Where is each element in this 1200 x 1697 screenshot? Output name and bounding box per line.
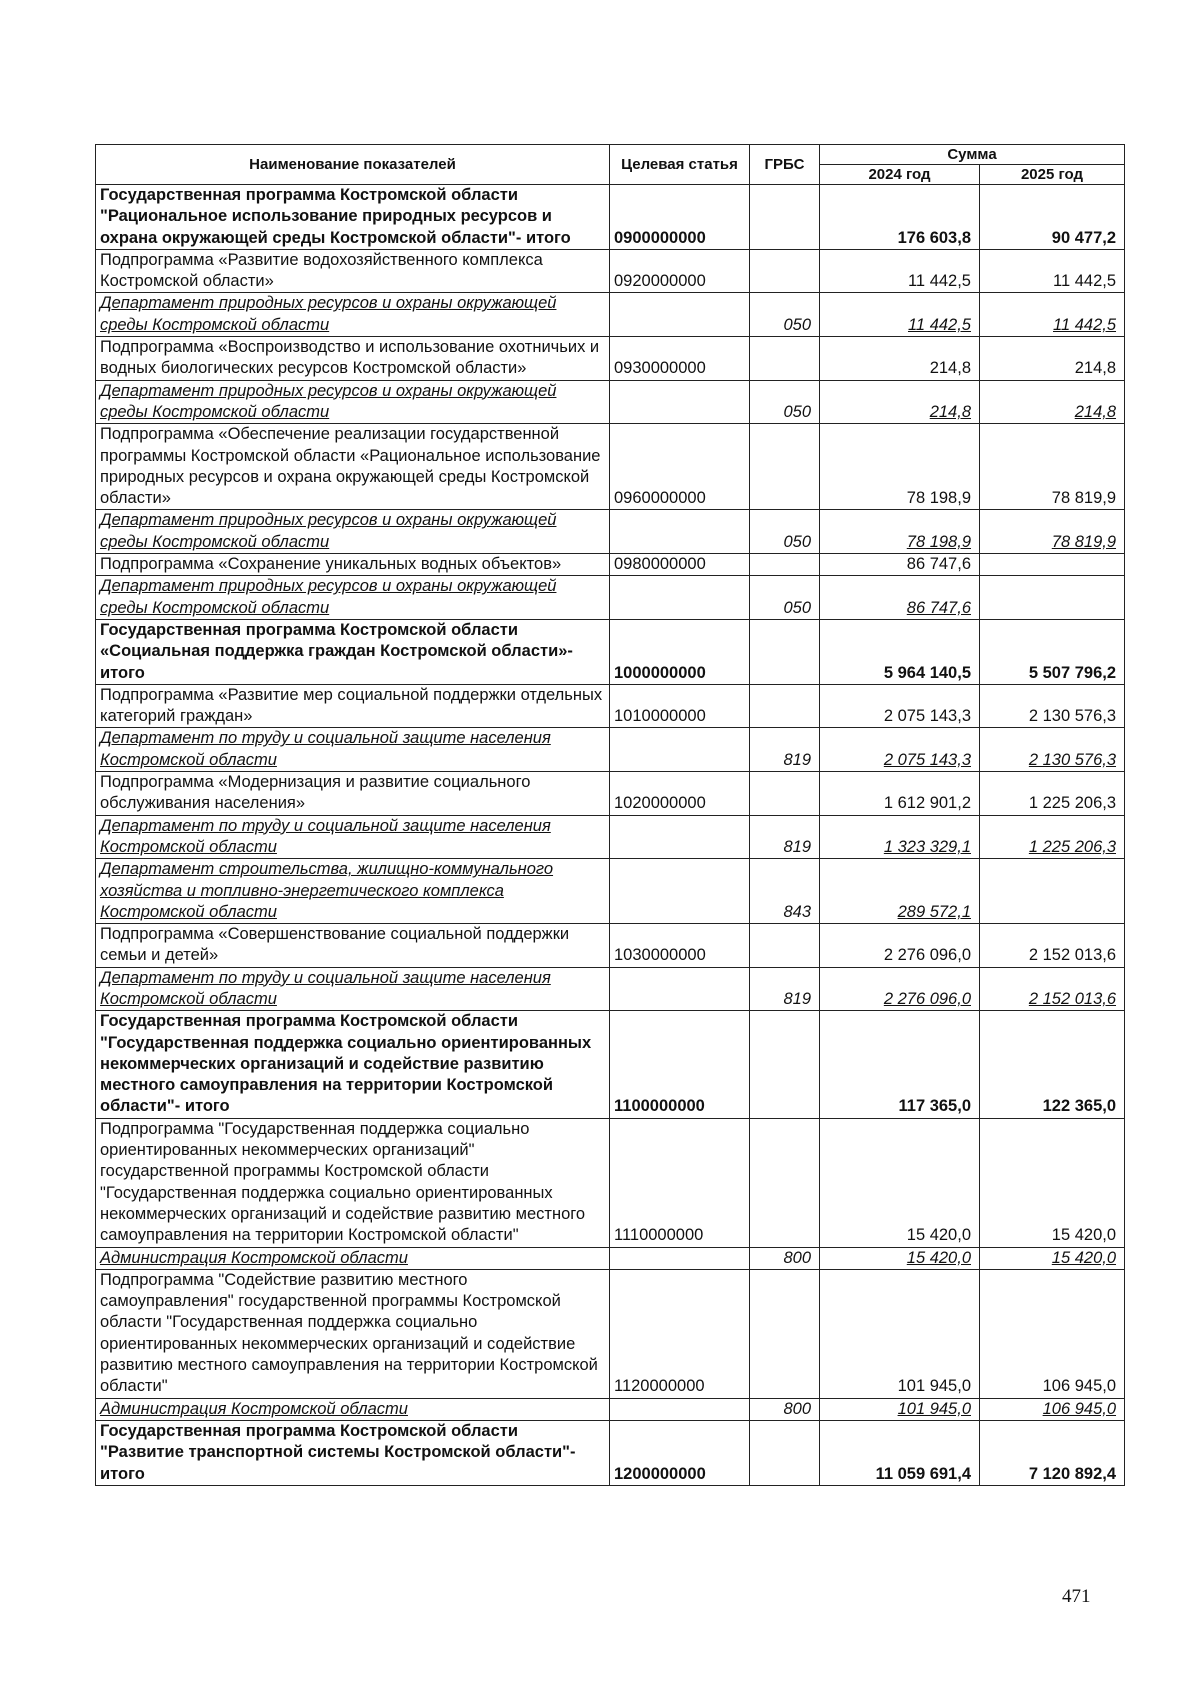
row-grbs: 800 (750, 1398, 820, 1420)
row-grbs (750, 554, 820, 576)
row-sum-2024: 1 612 901,2 (820, 772, 980, 816)
row-target-code: 1200000000 (610, 1420, 750, 1485)
row-grbs: 800 (750, 1247, 820, 1269)
row-sum-2025: 11 442,5 (980, 293, 1125, 337)
row-name: Департамент по труду и социальной защите населения Костромской области (96, 815, 610, 859)
table-row (96, 424, 1125, 510)
row-target-code (610, 293, 750, 337)
row-target-code (610, 510, 750, 554)
row-sum-2024: 2 276 096,0 (820, 924, 980, 968)
row-target-code (610, 859, 750, 924)
row-name: Подпрограмма «Развитие водохозяйственного комплекса Костромской области» (96, 249, 610, 293)
row-sum-2025: 122 365,0 (980, 1011, 1125, 1118)
row-target-code (610, 1398, 750, 1420)
row-sum-2024: 176 603,8 (820, 185, 980, 250)
row-name: Государственная программа Костромской области "Развитие транспортной системы Костромской области"- итого (96, 1420, 610, 1485)
row-sum-2025: 2 130 576,3 (980, 684, 1125, 728)
row-sum-2025 (980, 576, 1125, 620)
row-sum-2025: 15 420,0 (980, 1118, 1125, 1247)
row-target-code (610, 1247, 750, 1269)
row-sum-2025: 106 945,0 (980, 1269, 1125, 1398)
row-grbs (750, 1269, 820, 1398)
row-name: Подпрограмма «Обеспечение реализации государственной программы Костромской области «Рациональное использование природных ресурсов и охрана окружающей среды Костромской области» (96, 424, 610, 510)
row-name: Подпрограмма «Совершенствование социальной поддержки семьи и детей» (96, 924, 610, 968)
row-target-code: 1010000000 (610, 684, 750, 728)
row-grbs: 843 (750, 859, 820, 924)
table-row (96, 967, 1125, 1011)
table-body (96, 185, 1125, 1486)
table-row (96, 1118, 1125, 1247)
row-sum-2024: 86 747,6 (820, 576, 980, 620)
table-row (96, 1398, 1125, 1420)
row-target-code (610, 576, 750, 620)
table-row (96, 684, 1125, 728)
row-grbs (750, 924, 820, 968)
row-name: Государственная программа Костромской области "Рациональное использование природных ресурсов и охрана окружающей среды Костромской области"- итого (96, 185, 610, 250)
row-sum-2024: 2 075 143,3 (820, 728, 980, 772)
row-sum-2024: 11 442,5 (820, 249, 980, 293)
row-name: Департамент строительства, жилищно-коммунального хозяйства и топливно-энергетического комплекса Костромской области (96, 859, 610, 924)
header-sum: Сумма (820, 145, 1125, 165)
table-row (96, 1011, 1125, 1118)
row-sum-2024: 289 572,1 (820, 859, 980, 924)
row-sum-2025: 7 120 892,4 (980, 1420, 1125, 1485)
row-name: Государственная программа Костромской области «Социальная поддержка граждан Костромской области»- итого (96, 619, 610, 684)
row-grbs (750, 424, 820, 510)
row-grbs: 050 (750, 380, 820, 424)
row-target-code: 1100000000 (610, 1011, 750, 1118)
row-sum-2024: 214,8 (820, 337, 980, 381)
table-row (96, 380, 1125, 424)
row-target-code: 0980000000 (610, 554, 750, 576)
row-grbs (750, 1118, 820, 1247)
row-grbs: 050 (750, 510, 820, 554)
row-grbs: 819 (750, 967, 820, 1011)
row-target-code: 1020000000 (610, 772, 750, 816)
row-name: Подпрограмма «Сохранение уникальных водных объектов» (96, 554, 610, 576)
table-row (96, 859, 1125, 924)
row-sum-2025: 78 819,9 (980, 424, 1125, 510)
table-row (96, 815, 1125, 859)
row-sum-2024: 214,8 (820, 380, 980, 424)
row-sum-2024: 15 420,0 (820, 1118, 980, 1247)
row-sum-2025 (980, 554, 1125, 576)
table-row (96, 510, 1125, 554)
row-sum-2025 (980, 859, 1125, 924)
row-sum-2024: 1 323 329,1 (820, 815, 980, 859)
row-grbs: 819 (750, 815, 820, 859)
row-target-code: 1120000000 (610, 1269, 750, 1398)
row-target-code: 0930000000 (610, 337, 750, 381)
row-name: Подпрограмма «Развитие мер социальной поддержки отдельных категорий граждан» (96, 684, 610, 728)
row-sum-2024: 117 365,0 (820, 1011, 980, 1118)
row-target-code: 1000000000 (610, 619, 750, 684)
budget-table (95, 144, 1125, 1486)
header-year-2024: 2024 год (820, 165, 980, 185)
table-row (96, 185, 1125, 250)
row-sum-2025: 90 477,2 (980, 185, 1125, 250)
table-row (96, 1247, 1125, 1269)
row-name: Администрация Костромской области (96, 1247, 610, 1269)
row-name: Администрация Костромской области (96, 1398, 610, 1420)
row-grbs (750, 684, 820, 728)
row-sum-2024: 11 059 691,4 (820, 1420, 980, 1485)
row-sum-2024: 78 198,9 (820, 424, 980, 510)
row-target-code (610, 967, 750, 1011)
table-row (96, 1420, 1125, 1485)
row-sum-2024: 5 964 140,5 (820, 619, 980, 684)
row-grbs (750, 1011, 820, 1118)
row-target-code: 0960000000 (610, 424, 750, 510)
table-row (96, 924, 1125, 968)
row-grbs (750, 337, 820, 381)
row-sum-2024: 101 945,0 (820, 1269, 980, 1398)
table-row (96, 249, 1125, 293)
row-grbs (750, 1420, 820, 1485)
row-name: Подпрограмма «Воспроизводство и использование охотничьих и водных биологических ресурсов Костромской области» (96, 337, 610, 381)
row-sum-2024: 15 420,0 (820, 1247, 980, 1269)
row-name: Подпрограмма "Государственная поддержка социально ориентированных некоммерческих организаций" государственной программы Костромской области "Государственная поддержка социально ориентированных некоммерческих организаций и содействие развитию местного самоуправления на территории Костромской области" (96, 1118, 610, 1247)
row-target-code (610, 380, 750, 424)
header-row-top (96, 145, 1125, 165)
row-target-code: 0920000000 (610, 249, 750, 293)
row-sum-2024: 86 747,6 (820, 554, 980, 576)
header-grbs: ГРБС (750, 145, 820, 185)
header-code: Целевая статья (610, 145, 750, 185)
row-sum-2025: 78 819,9 (980, 510, 1125, 554)
row-target-code: 1110000000 (610, 1118, 750, 1247)
row-grbs (750, 185, 820, 250)
row-sum-2024: 2 075 143,3 (820, 684, 980, 728)
row-name: Департамент природных ресурсов и охраны окружающей среды Костромской области (96, 510, 610, 554)
row-sum-2025: 1 225 206,3 (980, 815, 1125, 859)
row-name: Подпрограмма "Содействие развитию местного самоуправления" государственной программы Костромской области "Государственная поддержка социально ориентированных некоммерческих организаций и содействие развитию местного самоуправления на территории Костромской области" (96, 1269, 610, 1398)
table-row (96, 619, 1125, 684)
table-row (96, 1269, 1125, 1398)
row-sum-2025: 15 420,0 (980, 1247, 1125, 1269)
page-number: 471 (1062, 1586, 1091, 1607)
header-name: Наименование показателей (96, 145, 610, 185)
row-target-code: 1030000000 (610, 924, 750, 968)
row-target-code (610, 728, 750, 772)
row-sum-2025: 106 945,0 (980, 1398, 1125, 1420)
row-name: Департамент по труду и социальной защите населения Костромской области (96, 967, 610, 1011)
row-sum-2024: 78 198,9 (820, 510, 980, 554)
row-sum-2025: 5 507 796,2 (980, 619, 1125, 684)
row-grbs: 050 (750, 293, 820, 337)
row-name: Подпрограмма «Модернизация и развитие социального обслуживания населения» (96, 772, 610, 816)
row-name: Департамент природных ресурсов и охраны окружающей среды Костромской области (96, 380, 610, 424)
row-sum-2024: 2 276 096,0 (820, 967, 980, 1011)
row-target-code: 0900000000 (610, 185, 750, 250)
table-row (96, 337, 1125, 381)
row-grbs: 819 (750, 728, 820, 772)
header-year-2025: 2025 год (980, 165, 1125, 185)
table-row (96, 772, 1125, 816)
row-name: Департамент природных ресурсов и охраны окружающей среды Костромской области (96, 576, 610, 620)
table-row (96, 293, 1125, 337)
row-sum-2024: 11 442,5 (820, 293, 980, 337)
row-sum-2025: 1 225 206,3 (980, 772, 1125, 816)
row-target-code (610, 815, 750, 859)
row-sum-2025: 2 152 013,6 (980, 924, 1125, 968)
row-name: Департамент по труду и социальной защите населения Костромской области (96, 728, 610, 772)
row-grbs: 050 (750, 576, 820, 620)
table-row (96, 576, 1125, 620)
table-row (96, 728, 1125, 772)
row-name: Государственная программа Костромской области "Государственная поддержка социально ориентированных некоммерческих организаций и содействие развитию местного самоуправления на территории Костромской области"- итого (96, 1011, 610, 1118)
row-name: Департамент природных ресурсов и охраны окружающей среды Костромской области (96, 293, 610, 337)
row-sum-2024: 101 945,0 (820, 1398, 980, 1420)
row-grbs (750, 619, 820, 684)
row-sum-2025: 11 442,5 (980, 249, 1125, 293)
row-grbs (750, 249, 820, 293)
row-sum-2025: 214,8 (980, 380, 1125, 424)
table-row (96, 554, 1125, 576)
row-sum-2025: 2 152 013,6 (980, 967, 1125, 1011)
row-sum-2025: 214,8 (980, 337, 1125, 381)
row-grbs (750, 772, 820, 816)
row-sum-2025: 2 130 576,3 (980, 728, 1125, 772)
